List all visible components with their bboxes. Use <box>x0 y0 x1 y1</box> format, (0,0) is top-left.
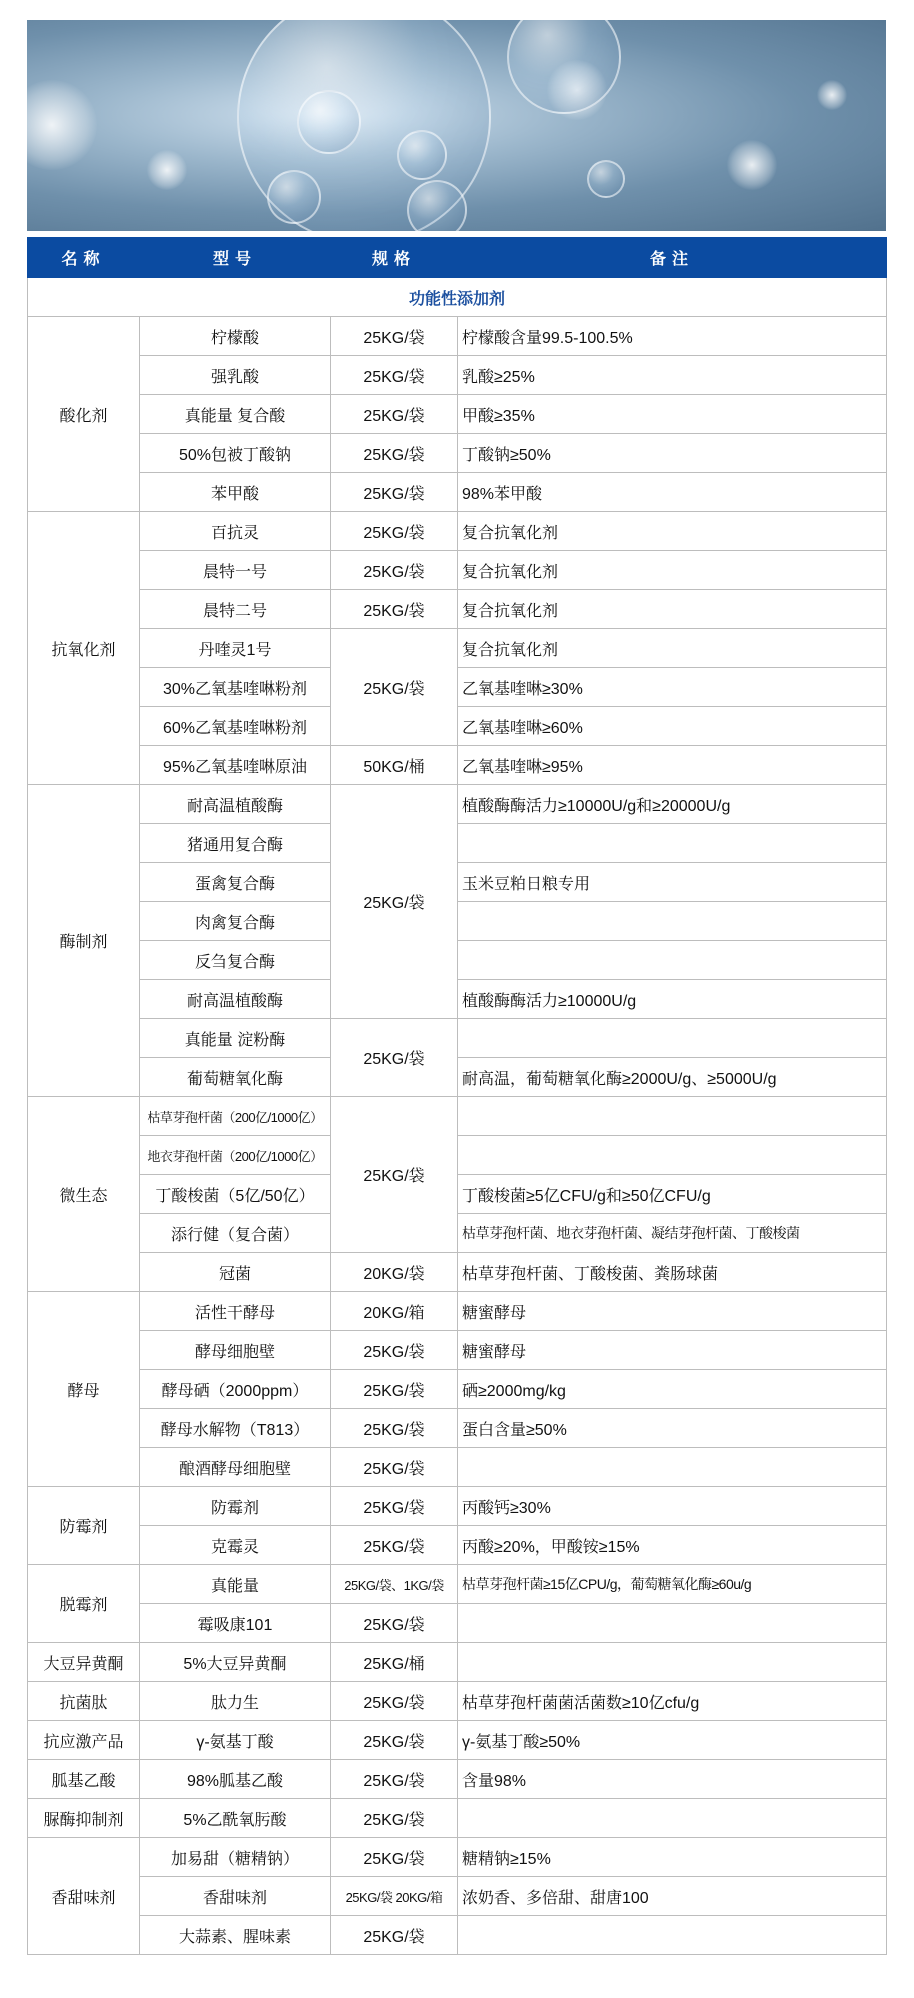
table-row <box>28 1799 887 1838</box>
remark-cell: 糖蜜酵母 <box>458 1292 887 1331</box>
spec-cell: 25KG/袋 <box>331 1799 458 1838</box>
remark-cell: 植酸酶酶活力≥10000U/g和≥20000U/g <box>458 785 887 824</box>
remark-cell: 复合抗氧化剂 <box>458 512 887 551</box>
model-cell: 酿酒酵母细胞壁 <box>140 1448 331 1487</box>
table-row <box>28 1331 887 1370</box>
table-row <box>28 785 887 824</box>
spec-cell: 25KG/袋 <box>331 317 458 356</box>
remark-cell <box>458 1916 887 1955</box>
table-row <box>28 1643 887 1682</box>
spec-cell: 25KG/袋 <box>331 1097 458 1253</box>
spec-cell: 25KG/桶 <box>331 1643 458 1682</box>
table-row <box>28 1214 887 1253</box>
model-cell: 耐高温植酸酶 <box>140 785 331 824</box>
spec-cell: 25KG/袋 <box>331 629 458 746</box>
remark-cell: 复合抗氧化剂 <box>458 590 887 629</box>
spec-cell: 20KG/袋 <box>331 1253 458 1292</box>
remark-cell: 丙酸钙≥30% <box>458 1487 887 1526</box>
spec-cell: 25KG/袋 <box>331 395 458 434</box>
remark-cell <box>458 941 887 980</box>
remark-cell <box>458 1136 887 1175</box>
model-cell: 耐高温植酸酶 <box>140 980 331 1019</box>
model-cell: 加易甜（糖精钠） <box>140 1838 331 1877</box>
table-row <box>28 746 887 785</box>
table-row <box>28 1019 887 1058</box>
remark-cell: 乙氧基喹啉≥95% <box>458 746 887 785</box>
model-cell: 60%乙氧基喹啉粉剂 <box>140 707 331 746</box>
spec-cell: 25KG/袋 <box>331 434 458 473</box>
remark-cell: 甲酸≥35% <box>458 395 887 434</box>
banner-image <box>27 20 886 231</box>
table-row <box>28 1721 887 1760</box>
spec-cell: 25KG/袋 <box>331 1370 458 1409</box>
table-header <box>28 238 887 278</box>
category-cell: 抗氧化剂 <box>28 512 140 785</box>
remark-cell: 含量98% <box>458 1760 887 1799</box>
table-row <box>28 668 887 707</box>
remark-cell <box>458 824 887 863</box>
model-cell: 酵母硒（2000ppm） <box>140 1370 331 1409</box>
model-cell: 肉禽复合酶 <box>140 902 331 941</box>
col-header-spec: 规格 <box>331 238 458 278</box>
spec-cell: 20KG/箱 <box>331 1292 458 1331</box>
remark-cell <box>458 1799 887 1838</box>
table-row <box>28 863 887 902</box>
category-cell: 酶制剂 <box>28 785 140 1097</box>
category-cell: 胍基乙酸 <box>28 1760 140 1799</box>
table-row <box>28 317 887 356</box>
remark-cell: 98%苯甲酸 <box>458 473 887 512</box>
remark-cell: γ-氨基丁酸≥50% <box>458 1721 887 1760</box>
model-cell: 霉吸康101 <box>140 1604 331 1643</box>
model-cell: 反刍复合酶 <box>140 941 331 980</box>
spec-cell: 25KG/袋 <box>331 1760 458 1799</box>
spec-cell: 25KG/袋 <box>331 473 458 512</box>
remark-cell: 枯草芽孢杆菌、丁酸梭菌、粪肠球菌 <box>458 1253 887 1292</box>
spec-cell: 25KG/袋 20KG/箱 <box>331 1877 458 1916</box>
model-cell: 酵母水解物（T813） <box>140 1409 331 1448</box>
model-cell: 克霉灵 <box>140 1526 331 1565</box>
table-row <box>28 1682 887 1721</box>
table-row <box>28 824 887 863</box>
remark-cell <box>458 1604 887 1643</box>
remark-cell: 复合抗氧化剂 <box>458 551 887 590</box>
spec-cell: 25KG/袋 <box>331 1838 458 1877</box>
spec-cell: 25KG/袋、1KG/袋 <box>331 1565 458 1604</box>
model-cell: 葡萄糖氧化酶 <box>140 1058 331 1097</box>
model-cell: 肽力生 <box>140 1682 331 1721</box>
remark-cell <box>458 1448 887 1487</box>
table-row <box>28 1487 887 1526</box>
table-row <box>28 1292 887 1331</box>
table-row <box>28 1877 887 1916</box>
model-cell: 丹喹灵1号 <box>140 629 331 668</box>
spec-cell: 25KG/袋 <box>331 1682 458 1721</box>
table-row <box>28 1097 887 1136</box>
table-row <box>28 629 887 668</box>
table-row <box>28 1916 887 1955</box>
remark-cell: 玉米豆粕日粮专用 <box>458 863 887 902</box>
table-row <box>28 1409 887 1448</box>
remark-cell: 枯草芽孢杆菌≥15亿CPU/g，葡萄糖氧化酶≥60u/g <box>458 1565 887 1604</box>
col-header-remark: 备注 <box>458 238 887 278</box>
model-cell: 晨特一号 <box>140 551 331 590</box>
table-row <box>28 1136 887 1175</box>
spec-cell: 25KG/袋 <box>331 1526 458 1565</box>
table-row <box>28 1253 887 1292</box>
category-cell: 脲酶抑制剂 <box>28 1799 140 1838</box>
model-cell: 强乳酸 <box>140 356 331 395</box>
model-cell: 30%乙氧基喹啉粉剂 <box>140 668 331 707</box>
table-row <box>28 941 887 980</box>
table-row <box>28 1526 887 1565</box>
remark-cell: 乙氧基喹啉≥60% <box>458 707 887 746</box>
model-cell: 枯草芽孢杆菌（200亿/1000亿） <box>140 1097 331 1136</box>
model-cell: 真能量 淀粉酶 <box>140 1019 331 1058</box>
remark-cell: 浓奶香、多倍甜、甜唐100 <box>458 1877 887 1916</box>
remark-cell: 糖蜜酵母 <box>458 1331 887 1370</box>
table-row <box>28 902 887 941</box>
table-row <box>28 395 887 434</box>
remark-cell: 硒≥2000mg/kg <box>458 1370 887 1409</box>
model-cell: 真能量 <box>140 1565 331 1604</box>
category-cell: 酸化剂 <box>28 317 140 512</box>
remark-cell <box>458 902 887 941</box>
spec-cell: 25KG/袋 <box>331 1409 458 1448</box>
remark-cell: 植酸酶酶活力≥10000U/g <box>458 980 887 1019</box>
category-cell: 抗菌肽 <box>28 1682 140 1721</box>
remark-cell: 枯草芽孢杆菌菌活菌数≥10亿cfu/g <box>458 1682 887 1721</box>
spec-cell: 50KG/桶 <box>331 746 458 785</box>
spec-cell: 25KG/袋 <box>331 1721 458 1760</box>
remark-cell: 糖精钠≥15% <box>458 1838 887 1877</box>
table-row <box>28 707 887 746</box>
model-cell: 酵母细胞壁 <box>140 1331 331 1370</box>
model-cell: 百抗灵 <box>140 512 331 551</box>
table-row <box>28 1175 887 1214</box>
remark-cell <box>458 1019 887 1058</box>
spec-cell: 25KG/袋 <box>331 1916 458 1955</box>
model-cell: 活性干酵母 <box>140 1292 331 1331</box>
spec-cell: 25KG/袋 <box>331 1487 458 1526</box>
product-table <box>27 237 887 1955</box>
remark-cell: 柠檬酸含量99.5-100.5% <box>458 317 887 356</box>
table-row <box>28 1565 887 1604</box>
remark-cell: 蛋白含量≥50% <box>458 1409 887 1448</box>
table-row <box>28 1448 887 1487</box>
spec-cell: 25KG/袋 <box>331 785 458 1019</box>
table-row <box>28 1604 887 1643</box>
model-cell: 苯甲酸 <box>140 473 331 512</box>
category-cell: 微生态 <box>28 1097 140 1292</box>
model-cell: 香甜味剂 <box>140 1877 331 1916</box>
model-cell: 猪通用复合酶 <box>140 824 331 863</box>
model-cell: 5%大豆异黄酮 <box>140 1643 331 1682</box>
model-cell: 晨特二号 <box>140 590 331 629</box>
col-header-name: 名称 <box>28 238 140 278</box>
table-row <box>28 1370 887 1409</box>
remark-cell: 复合抗氧化剂 <box>458 629 887 668</box>
table-row <box>28 1838 887 1877</box>
spec-cell: 25KG/袋 <box>331 1604 458 1643</box>
table-row <box>28 434 887 473</box>
category-cell: 脱霉剂 <box>28 1565 140 1643</box>
spec-cell: 25KG/袋 <box>331 1448 458 1487</box>
spec-cell: 25KG/袋 <box>331 1019 458 1097</box>
remark-cell: 丁酸钠≥50% <box>458 434 887 473</box>
section-title: 功能性添加剂 <box>28 278 887 317</box>
table-row <box>28 551 887 590</box>
model-cell: 丁酸梭菌（5亿/50亿） <box>140 1175 331 1214</box>
category-cell: 防霉剂 <box>28 1487 140 1565</box>
table-row <box>28 473 887 512</box>
remark-cell: 枯草芽孢杆菌、地衣芽孢杆菌、凝结芽孢杆菌、丁酸梭菌 <box>458 1214 887 1253</box>
model-cell: 98%胍基乙酸 <box>140 1760 331 1799</box>
model-cell: 5%乙酰氧肟酸 <box>140 1799 331 1838</box>
model-cell: 50%包被丁酸钠 <box>140 434 331 473</box>
model-cell: 地衣芽孢杆菌（200亿/1000亿） <box>140 1136 331 1175</box>
model-cell: 冠菌 <box>140 1253 331 1292</box>
remark-cell <box>458 1097 887 1136</box>
table-row <box>28 356 887 395</box>
model-cell: γ-氨基丁酸 <box>140 1721 331 1760</box>
model-cell: 真能量 复合酸 <box>140 395 331 434</box>
model-cell: 蛋禽复合酶 <box>140 863 331 902</box>
category-cell: 酵母 <box>28 1292 140 1487</box>
spec-cell: 25KG/袋 <box>331 590 458 629</box>
remark-cell: 耐高温，葡萄糖氧化酶≥2000U/g、≥5000U/g <box>458 1058 887 1097</box>
remark-cell: 乙氧基喹啉≥30% <box>458 668 887 707</box>
spec-cell: 25KG/袋 <box>331 356 458 395</box>
table-row <box>28 980 887 1019</box>
table-row <box>28 512 887 551</box>
col-header-model: 型号 <box>140 238 331 278</box>
spec-cell: 25KG/袋 <box>331 512 458 551</box>
model-cell: 95%乙氧基喹啉原油 <box>140 746 331 785</box>
remark-cell <box>458 1643 887 1682</box>
category-cell: 大豆异黄酮 <box>28 1643 140 1682</box>
table-row <box>28 1058 887 1097</box>
remark-cell: 丁酸梭菌≥5亿CFU/g和≥50亿CFU/g <box>458 1175 887 1214</box>
category-cell: 香甜味剂 <box>28 1838 140 1955</box>
category-cell: 抗应激产品 <box>28 1721 140 1760</box>
model-cell: 大蒜素、腥味素 <box>140 1916 331 1955</box>
spec-cell: 25KG/袋 <box>331 551 458 590</box>
model-cell: 添行健（复合菌） <box>140 1214 331 1253</box>
remark-cell: 丙酸≥20%，甲酸铵≥15% <box>458 1526 887 1565</box>
spec-cell: 25KG/袋 <box>331 1331 458 1370</box>
table-row <box>28 590 887 629</box>
remark-cell: 乳酸≥25% <box>458 356 887 395</box>
model-cell: 柠檬酸 <box>140 317 331 356</box>
table-row <box>28 1760 887 1799</box>
model-cell: 防霉剂 <box>140 1487 331 1526</box>
